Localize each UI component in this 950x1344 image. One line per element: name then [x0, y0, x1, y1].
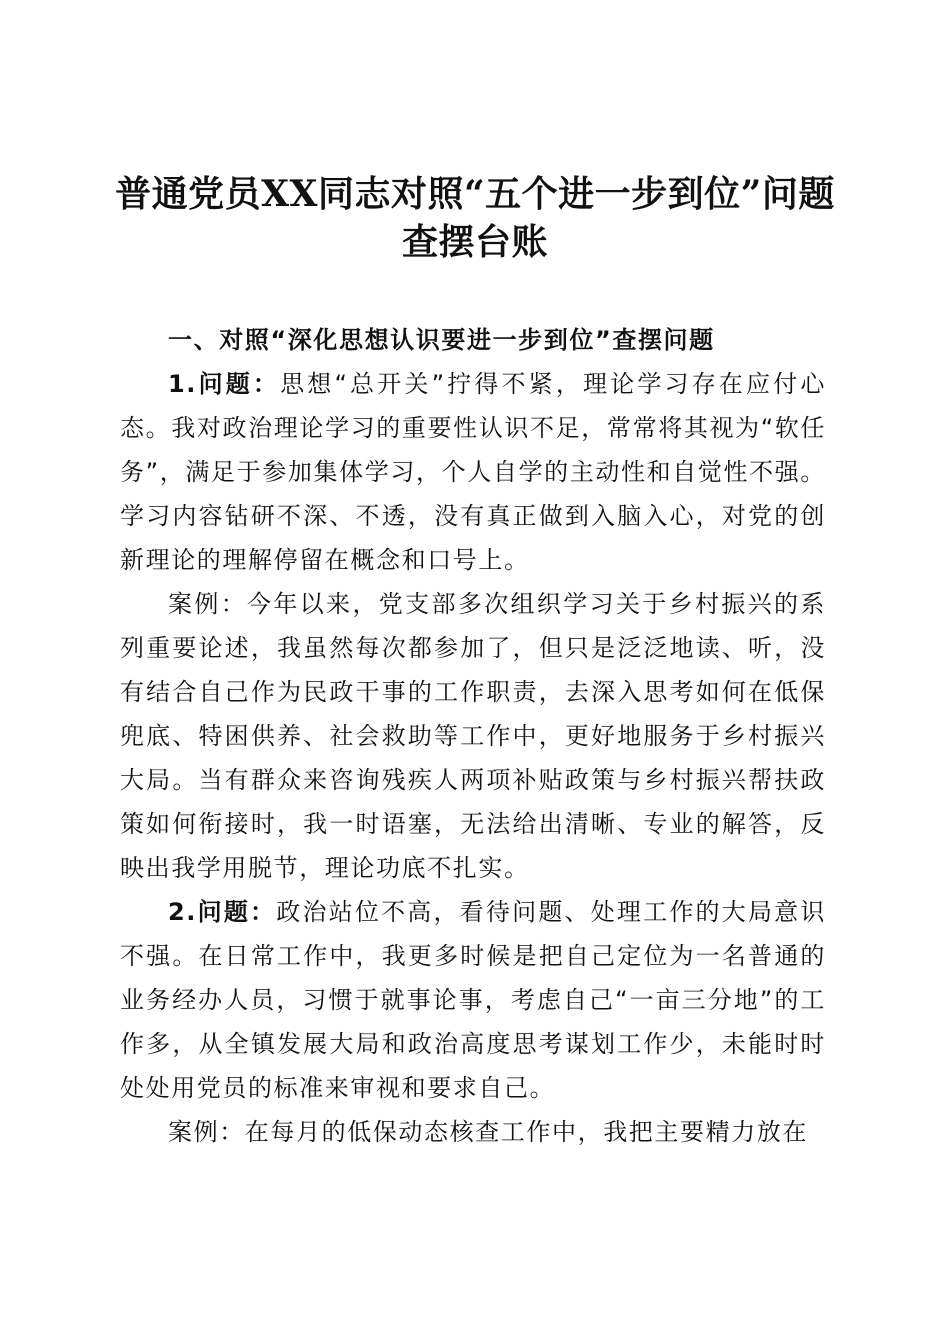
- case-paragraph-2: 案例：在每月的低保动态核查工作中，我把主要精力放在: [168, 1118, 808, 1146]
- case-paragraph-1: 案例：今年以来，党支部多次组织学习关于乡村振兴的系列重要论述，我虽然每次都参加了，但只是泛泛地读、听，没有结合自己作为民政干事的工作职责，去深入思考如何在低保兜底、特困供养、社会救助等工作中，更好地服务于乡村振兴大局。当有群众来咨询残疾人两项补贴政策与乡村振兴帮扶政策如何衔接时，我一时语塞，无法给出清晰、专业的解答，反映出我学用脱节，理论功底不扎实。: [120, 590, 826, 882]
- issue-text-2: 政治站位不高，看待问题、处理工作的大局意识不强。在日常工作中，我更多时候是把自己定位为一名普通的业务经办人员，习惯于就事论事，考虑自己“一亩三分地”的工作多，从全镇发展大局和政治高度思考谋划工作少，未能时时处处用党员的标准来审视和要求自己。: [120, 898, 826, 1102]
- issue-paragraph-2: [120, 890, 826, 1110]
- section-heading: 一、对照“深化思想认识要进一步到位”查摆问题: [168, 326, 715, 354]
- issue-label-1: 1.问题：: [168, 370, 281, 398]
- issue-text-1: 思想“总开关”拧得不紧，理论学习存在应付心态。我对政治理论学习的重要性认识不足，常常将其视为“软任务”，满足于参加集体学习，个人自学的主动性和自觉性不强。学习内容钻研不深、不透，没有真正做到入脑入心，对党的创新理论的理解停留在概念和口号上。: [120, 370, 826, 574]
- issue-label-2: 2.问题：: [168, 898, 277, 926]
- issue-paragraph-1: [120, 362, 826, 582]
- document-body: [120, 318, 826, 1154]
- document-title: 普通党员XX同志对照“五个进一步到位”问题查摆台账: [115, 173, 835, 263]
